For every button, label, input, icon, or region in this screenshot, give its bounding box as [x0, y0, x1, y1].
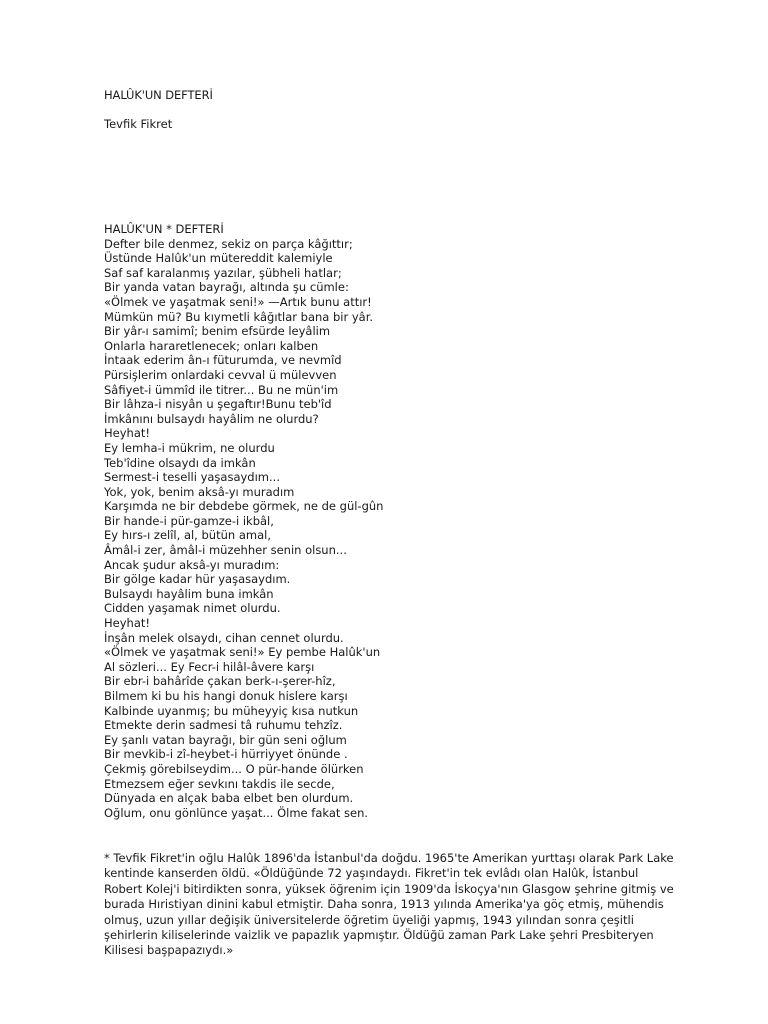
- poem-line: Heyhat!: [104, 616, 150, 631]
- poem-line: Ey hırs-ı zelîl, al, bütün amal,: [104, 528, 271, 543]
- poem-line: Üstünde Halûk'un mütereddit kalemiyle: [104, 251, 333, 266]
- poem-line: Teb'îdine olsaydı da imkân: [104, 455, 256, 470]
- footnote: * Tevfik Fikret'in oğlu Halûk 1896'da İstanbul'da doğdu. 1965'te Amerikan yurttaşı olarak Park Lake kentinde kanserden öldü. «Öldüğünde 72 yaşındaydı. Fikret'in tek evlâdı olan Halûk, İstanbul Robert Kolej'i bitirdikten sonra, yüksek öğrenim için 1909'da İskoçya'nın Glasgow şehrine gitmiş ve burada Hıristiyan dinini kabul etmiştir. Daha sonra, 1913 yılında Amerika'ya göç etmiş, mühendis olmuş, uzun yıllar değişik üniversitelerde öğretim üyeliği yapmış, 1943 yılından sonra çeşitli şehirlerin kiliselerinde vaizlik ve papazlık yapmıştır. Öldüğü zaman Park Lake şehri Presbiteryen Kilisesi başpapazıydı.»: [104, 851, 674, 958]
- poem-line: Bir hande-i pür-gamze-i ikbâl,: [104, 513, 274, 528]
- poem-line: İnşân melek olsaydı, cihan cennet olurdu.: [104, 630, 344, 645]
- poem-line: Dünyada en alçak baba elbet ben olurdum.: [104, 791, 354, 806]
- poem-line: Ey şanlı vatan bayrağı, bir gün seni oğlum: [104, 732, 347, 747]
- poem-heading: HALÛK'UN * DEFTERİ: [104, 222, 224, 236]
- poem-line: Bir gölge kadar hür yaşasaydım.: [104, 572, 291, 587]
- poem-line: Yok, yok, benim aksâ-yı muradım: [104, 484, 295, 499]
- poem-line: İntaak ederim ân-ı füturumda, ve nevmîd: [104, 353, 342, 368]
- poem-line: Etmezsem eğer sevkını takdis ile secde,: [104, 776, 335, 791]
- poem-line: Bir yanda vatan bayrağı, altında şu cümle:: [104, 280, 349, 295]
- poem-line: Bulsaydı hayâlim buna imkân: [104, 586, 274, 601]
- poem-line: Kalbinde uyanmış; bu müheyyiç kısa nutkun: [104, 703, 359, 718]
- poem-line: Cidden yaşamak nimet olurdu.: [104, 601, 281, 616]
- poem-line: Âmâl-i zer, âmâl-i müzehher senin olsun...: [104, 543, 347, 558]
- poem-line: Onlarla hararetlenecek; onları kalben: [104, 338, 319, 353]
- poem-line: Oğlum, onu gönlünce yaşat... Ölme fakat sen.: [104, 805, 369, 820]
- poem-line: Al sözleri... Ey Fecr-i hilâl-âvere karşı: [104, 659, 315, 674]
- poem-line: Ancak şudur aksâ-yı muradım:: [104, 557, 280, 572]
- poem-line: «Ölmek ve yaşatmak seni!» —Artık bunu attır!: [104, 294, 372, 309]
- poem-line: Saf saf karalanmış yazılar, şübheli hatlar;: [104, 265, 342, 280]
- poem-line: Sermest-i teselli yaşasaydım...: [104, 470, 280, 485]
- author-name: Tevfik Fikret: [104, 117, 173, 131]
- poem-line: İmkânını bulsaydı hayâlim ne olurdu?: [104, 411, 319, 426]
- poem-line: Defter bile denmez, sekiz on parça kâğıttır;: [104, 236, 353, 251]
- document-title: HALÛK'UN DEFTERİ: [104, 88, 213, 102]
- poem-line: Çekmiş görebilseydim... O pür-hande ölürken: [104, 761, 364, 776]
- poem-line: Heyhat!: [104, 426, 150, 441]
- poem-line: Sâfiyet-i ümmîd ile titrer... Bu ne mün'im: [104, 382, 339, 397]
- poem-line: Pürsişlerim onlardaki cevval ü mülevven: [104, 367, 337, 382]
- poem-line: «Ölmek ve yaşatmak seni!» Ey pembe Halûk'un: [104, 645, 381, 660]
- poem-line: Bir yâr-ı samimî; benim efsürde leyâlim: [104, 324, 331, 339]
- poem-line: Ey lemha-i mükrim, ne olurdu: [104, 440, 275, 455]
- poem-line: Bilmem ki bu his hangi donuk hislere karşı: [104, 689, 348, 703]
- poem-line: Bir ebr-i bahârîde çakan berk-ı-şerer-hîz,: [104, 674, 336, 689]
- poem-line: Mümkün mü? Bu kıymetli kâğıtlar bana bir yâr.: [104, 309, 374, 324]
- poem-line: Etmekte derin sadmesi tâ ruhumu tehzîz.: [104, 718, 343, 733]
- poem-line: Bir lâhza-i nisyân u şegaftır!Bunu teb'îd: [104, 397, 332, 412]
- poem-line: Bir mevkib-i zî-heybet-i hürriyyet önünde .: [104, 747, 348, 762]
- poem-body: [104, 222, 664, 820]
- poem-line: Karşımda ne bir debdebe görmek, ne de gül-gûn: [104, 499, 384, 514]
